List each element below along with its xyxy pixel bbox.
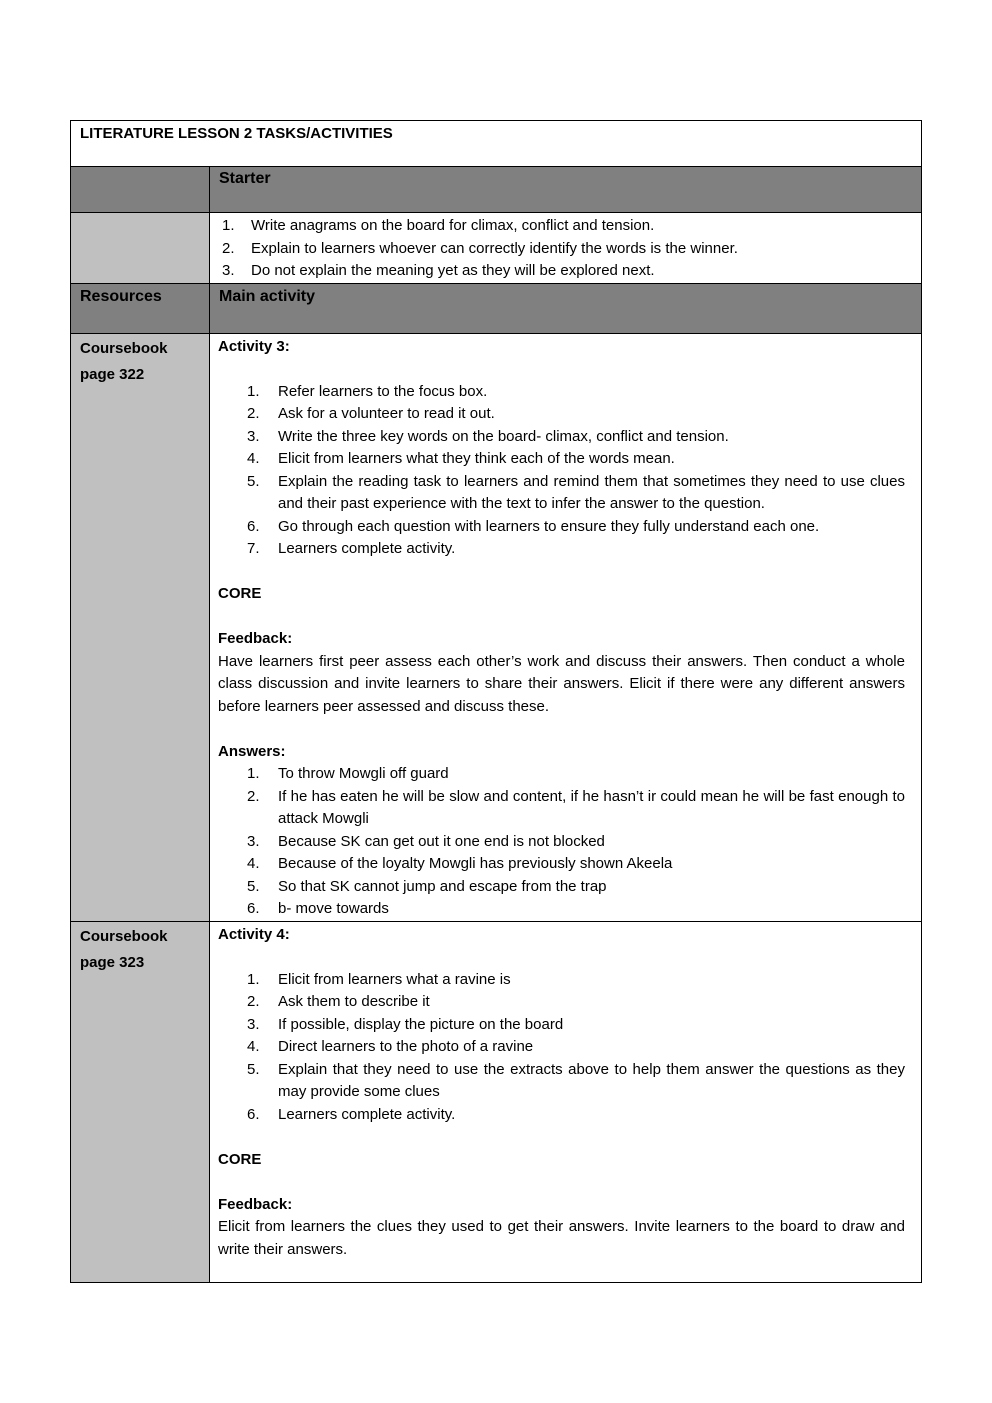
activity4-heading: Activity 4: xyxy=(218,925,290,943)
lesson-title: LITERATURE LESSON 2 TASKS/ACTIVITIES xyxy=(80,125,393,142)
list-item xyxy=(247,516,905,539)
list-text: b- move towards xyxy=(278,900,389,917)
list-text: Ask them to describe it xyxy=(278,993,430,1010)
list-number: 6. xyxy=(247,1105,260,1123)
list-text: Explain that they need to use the extracts above to help them answer the questions as they may provide some clues xyxy=(278,1060,905,1100)
list-item xyxy=(247,763,905,786)
list-number: 6. xyxy=(247,517,260,535)
main-activity-heading: Main activity xyxy=(219,287,316,305)
list-number: 6. xyxy=(247,900,260,917)
list-text: Because of the loyalty Mowgli has previously shown Akeela xyxy=(278,855,673,872)
starter-content-cell xyxy=(210,213,922,284)
list-text: Learners complete activity. xyxy=(278,540,456,557)
activity4-feedback-text: Elicit from learners the clues they used to get their answers. Invite learners to the board to draw and write their answers. xyxy=(218,1218,905,1258)
list-text: So that SK cannot jump and escape from the trap xyxy=(278,877,607,895)
list-item xyxy=(247,448,905,471)
activity4-content-cell xyxy=(210,921,922,1282)
list-number: 7. xyxy=(247,540,260,557)
starter-list xyxy=(210,213,921,283)
list-number: 2. xyxy=(247,787,260,805)
list-item xyxy=(247,403,905,426)
starter-heading: Starter xyxy=(219,170,271,187)
list-number: 5. xyxy=(247,1060,260,1078)
activity3-feedback-label: Feedback: xyxy=(218,630,293,647)
list-number: 3. xyxy=(247,427,260,445)
resources-heading: Resources xyxy=(80,287,162,305)
list-item xyxy=(247,471,905,516)
list-item xyxy=(247,1059,905,1104)
list-number: 2. xyxy=(247,405,260,422)
activity4-resource-cell xyxy=(71,921,210,1282)
resource-page: page 322 xyxy=(80,365,145,383)
list-number: 4. xyxy=(247,1038,260,1055)
list-item xyxy=(247,538,905,561)
resources-header-cell xyxy=(71,283,210,333)
list-text: Explain the reading task to learners and remind them that sometimes they need to use clues and their past experience with the text to infer the answer to the question. xyxy=(278,472,905,512)
list-number: 4. xyxy=(247,450,260,467)
list-number: 3. xyxy=(247,1015,260,1033)
list-text: Learners complete activity. xyxy=(278,1105,456,1123)
list-number: 1. xyxy=(247,970,260,988)
list-number: 5. xyxy=(247,877,260,895)
list-text: Elicit from learners what a ravine is xyxy=(278,970,511,988)
starter-header-cell xyxy=(210,167,922,213)
list-item xyxy=(247,991,905,1014)
list-item xyxy=(247,381,905,404)
list-item xyxy=(222,238,921,261)
title-row xyxy=(71,121,922,167)
list-text: Because SK can get out it one end is not blocked xyxy=(278,832,605,850)
activity4-resource xyxy=(71,922,209,976)
list-text: Elicit from learners what they think each of the words mean. xyxy=(278,450,675,467)
list-number: 2. xyxy=(247,993,260,1010)
activity4-core-label: CORE xyxy=(218,1150,262,1168)
main-activity-header-cell xyxy=(210,283,922,333)
activity3-row xyxy=(71,333,922,921)
activity4-steps xyxy=(218,969,905,1127)
list-number: 1. xyxy=(247,382,260,400)
list-item xyxy=(247,969,905,992)
list-text: Ask for a volunteer to read it out. xyxy=(278,405,495,422)
activity3-heading: Activity 3: xyxy=(218,337,290,355)
list-item xyxy=(247,898,905,921)
list-item xyxy=(247,853,905,876)
list-item xyxy=(247,831,905,854)
list-item xyxy=(247,1014,905,1037)
list-number: 2. xyxy=(222,239,235,257)
list-item xyxy=(247,1104,905,1127)
activity4-row xyxy=(71,921,922,1282)
starter-header-row xyxy=(71,167,922,213)
list-text: Go through each question with learners to ensure they fully understand each one. xyxy=(278,517,820,535)
activity3-content xyxy=(210,334,921,921)
list-number: 1. xyxy=(247,765,260,782)
lesson-table xyxy=(70,120,922,1283)
activity3-answers-label: Answers: xyxy=(218,742,286,760)
list-text: Write anagrams on the board for climax, conflict and tension. xyxy=(251,217,655,234)
list-item xyxy=(247,786,905,831)
list-text: If he has eaten he will be slow and content, if he hasn’t ir could mean he will be fast enough to attack Mowgli xyxy=(278,787,905,827)
list-text: Refer learners to the focus box. xyxy=(278,382,488,400)
activity3-steps xyxy=(218,381,905,561)
list-item xyxy=(222,260,921,283)
list-text: If possible, display the picture on the board xyxy=(278,1015,564,1033)
list-number: 1. xyxy=(222,217,235,234)
activity3-content-cell xyxy=(210,333,922,921)
list-number: 5. xyxy=(247,472,260,490)
list-text: Explain to learners whoever can correctly identify the words is the winner. xyxy=(251,239,738,257)
list-item xyxy=(247,426,905,449)
activity4-content xyxy=(210,922,921,1262)
list-text: Direct learners to the photo of a ravine xyxy=(278,1038,534,1055)
list-number: 4. xyxy=(247,855,260,872)
main-header-row xyxy=(71,283,922,333)
starter-resource-cell xyxy=(71,213,210,284)
activity3-answers xyxy=(218,763,905,921)
list-text: Write the three key words on the board- climax, conflict and tension. xyxy=(278,427,729,445)
list-item xyxy=(247,876,905,899)
starter-header-spacer xyxy=(71,167,210,213)
activity3-resource xyxy=(71,334,209,388)
list-number: 3. xyxy=(247,832,260,850)
lesson-document xyxy=(70,120,922,1283)
resource-line: Coursebook xyxy=(80,339,168,357)
starter-row xyxy=(71,213,922,284)
list-number: 3. xyxy=(222,262,235,279)
resource-page: page 323 xyxy=(80,953,145,971)
list-text: Do not explain the meaning yet as they will be explored next. xyxy=(251,262,655,279)
activity3-resource-cell xyxy=(71,333,210,921)
resource-line: Coursebook xyxy=(80,927,168,945)
list-item xyxy=(247,1036,905,1059)
list-text: To throw Mowgli off guard xyxy=(278,765,449,782)
title-cell xyxy=(71,121,922,167)
activity3-core-label: CORE xyxy=(218,585,262,602)
activity3-feedback-text: Have learners first peer assess each other’s work and discuss their answers. Then conduct a whole class discussion and invite learners to share their answers. Elicit if there were any different answers before learners peer assessed and discuss these. xyxy=(218,652,905,715)
list-item xyxy=(222,215,921,238)
activity4-feedback-label: Feedback: xyxy=(218,1195,293,1213)
